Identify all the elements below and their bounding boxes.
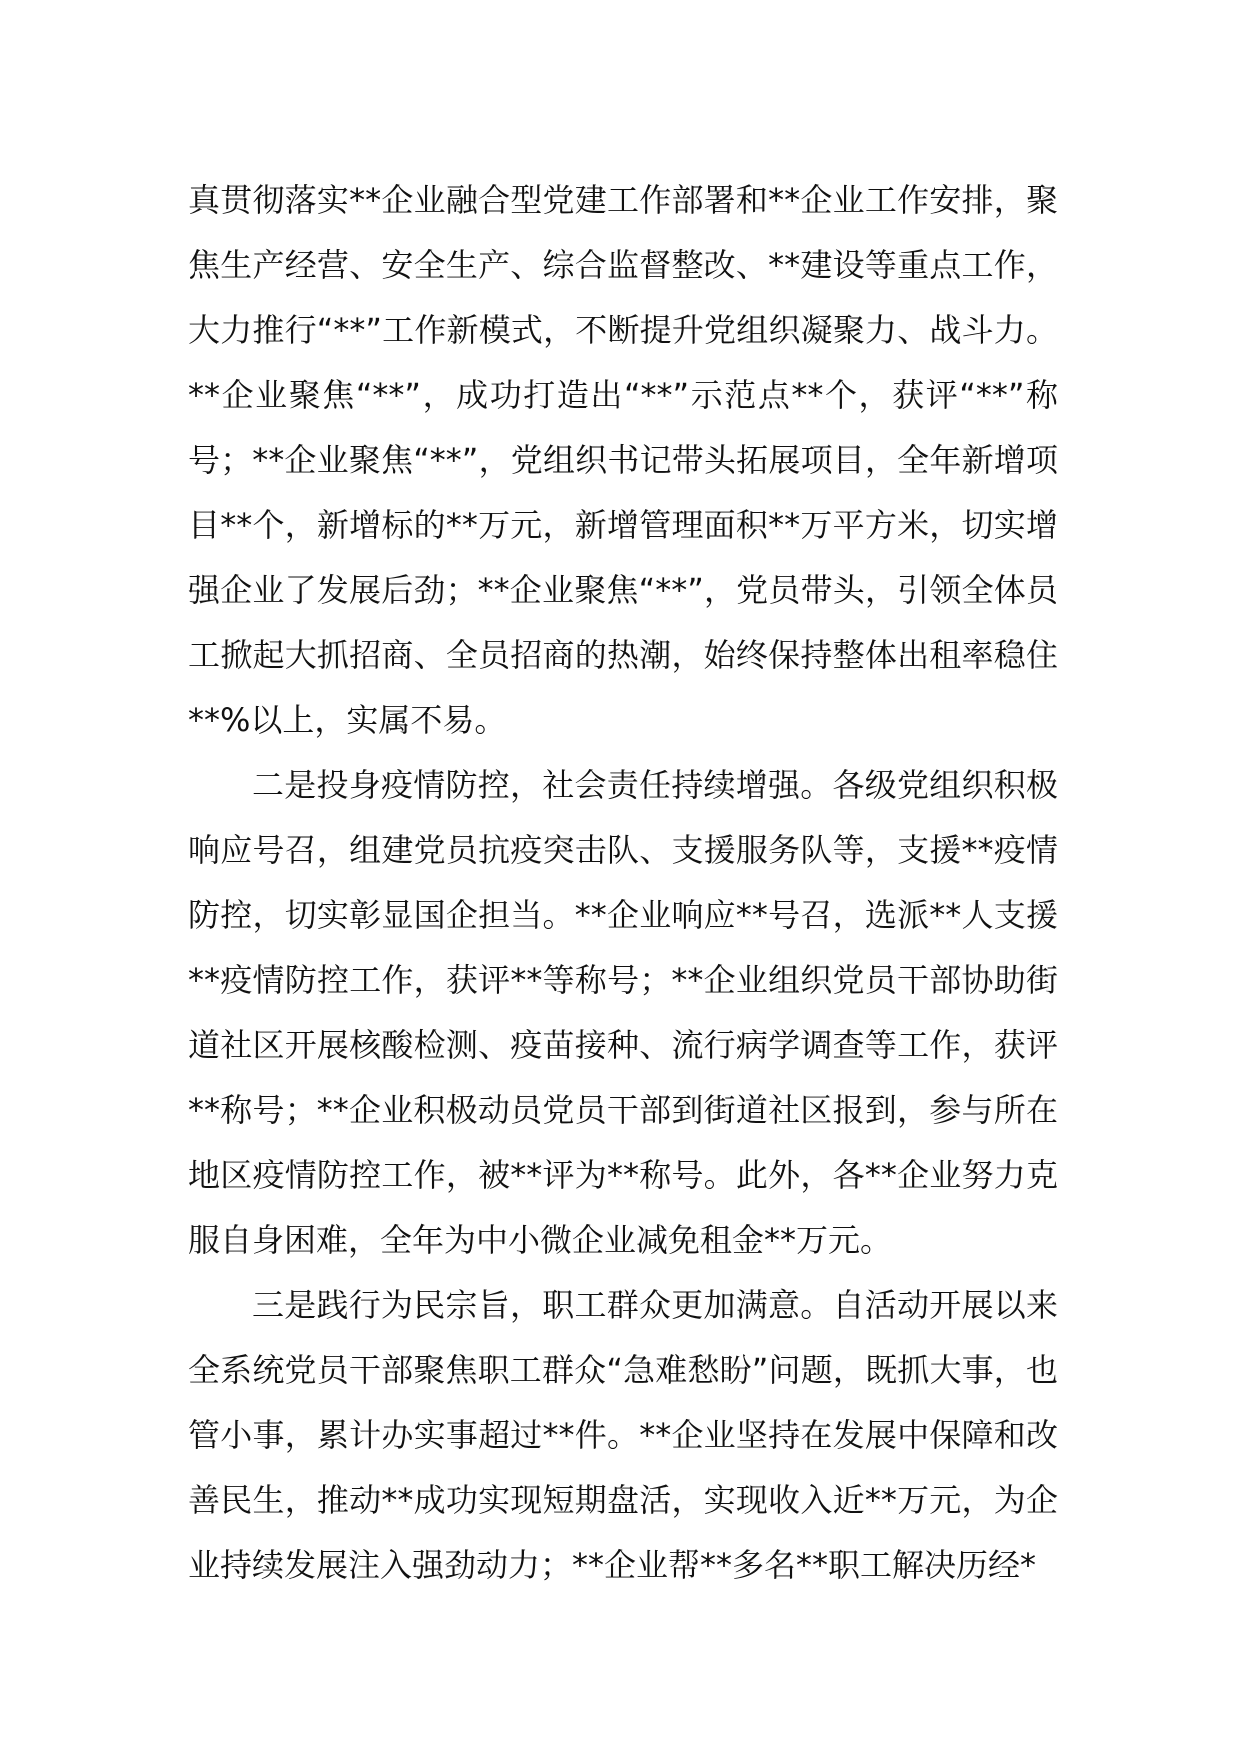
document-body <box>188 168 1058 1598</box>
paragraph-serving-people: 三是践行为民宗旨，职工群众更加满意。自活动开展以来全系统党员干部聚焦职工群众“急难愁盼”问题，既抓大事，也管小事，累计办实事超过**件。**企业坚持在发展中保障和改善民生，推动**成功实现短期盘活，实现收入近**万元，为企业持续发展注入强劲动力；**企业帮**多名**职工解决历经* <box>188 1286 1058 1584</box>
paragraph-continuation: 真贯彻落实**企业融合型党建工作部署和**企业工作安排，聚焦生产经营、安全生产、综合监督整改、**建设等重点工作，大力推行“**”工作新模式，不断提升党组织凝聚力、战斗力。**企业聚焦“**”，成功打造出“**”示范点**个，获评“**”称号；**企业聚焦“**”，党组织书记带头拓展项目，全年新增项目**个，新增标的**万元，新增管理面积**万平方米，切实增强企业了发展后劲；**企业聚焦“**”，党员带头，引领全体员工掀起大抓招商、全员招商的热潮，始终保持整体出租率稳住**%以上，实属不易。 <box>188 181 1058 739</box>
paragraph-epidemic-prevention: 二是投身疫情防控，社会责任持续增强。各级党组织积极响应号召，组建党员抗疫突击队、支援服务队等，支援**疫情防控，切实彰显国企担当。**企业响应**号召，选派**人支援**疫情防控工作，获评**等称号；**企业组织党员干部协助街道社区开展核酸检测、疫苗接种、流行病学调查等工作，获评**称号；**企业积极动员党员干部到街道社区报到，参与所在地区疫情防控工作，被**评为**称号。此外，各**企业努力克服自身困难，全年为中小微企业减免租金**万元。 <box>188 766 1058 1259</box>
